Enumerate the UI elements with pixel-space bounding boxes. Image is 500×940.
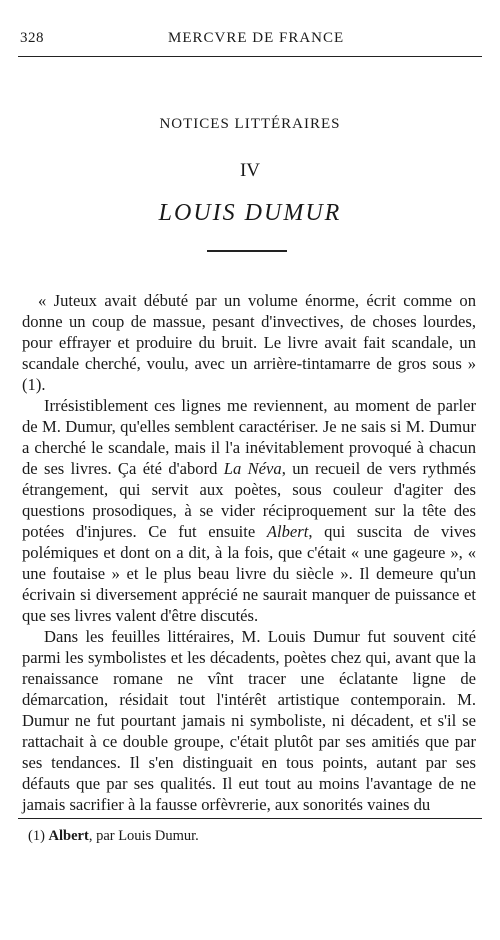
paragraph-text: Irrésistiblement ces lignes me reviennent, au moment de parler de M. Dumur, qu'elles semblent caractériser. Je ne sais si M. Dumur a cherché le scandale, mais il l'a inévitablement provoqué à chacun de ses livres. Ça été d'abord — [22, 396, 476, 478]
paragraph-text: , qui suscita de vives polémiques et dont on a dit, à la fois, que c'était « une gageure », « une foutaise » et le plus beau livre du siècle ». Il demeure qu'un écrivain si diversement apprécié ne saurait manquer de puissance et que ses livres valent d'être discutés. — [22, 522, 476, 625]
header-rule — [18, 56, 482, 57]
running-head — [20, 30, 482, 52]
footnote-marker: (1) — [28, 828, 45, 844]
paragraph — [22, 395, 476, 626]
page-number: 328 — [20, 30, 44, 46]
footnote — [28, 828, 199, 845]
book-title: Albert — [266, 522, 309, 541]
book-title: La Néva — [223, 459, 282, 478]
footnote-rule — [18, 818, 482, 819]
paragraph-text: « Juteux avait débuté par un volume énorme, écrit comme on donne un coup de massue, pesant d'invectives, de choses lourdes, pour effrayer et produire du bruit. Le livre avait fait scandale, un scandale cherché, voulu, avec un arrière-tintamarre de gros sous » (1). — [22, 291, 476, 394]
paragraph — [22, 626, 476, 815]
body-text — [22, 290, 476, 815]
paragraph — [22, 290, 476, 395]
section-title: NOTICES LITTÉRAIRES — [159, 116, 341, 132]
footnote-title: Albert — [48, 828, 89, 844]
footnote-rest: , par Louis Dumur. — [88, 828, 199, 844]
paragraph-text: Dans les feuilles littéraires, M. Louis Dumur fut souvent cité parmi les symbolistes et les décadents, poètes chez qui, avant que la renaissance romane ne vînt tracer une éclatante ligne de démarcation, résidait tout l'intérêt artistique contemporain. M. Dumur ne fut pourtant jamais ni symboliste, ni décadent, et s'il se rattachait à ce double groupe, c'était plutôt par ses amitiés que par ses tendances. Il s'en distinguait en tous points, autant par ses défauts que par ses qualités. Il eut tout au moins l'avantage de ne jamais sacrifier à la fausse orfèvrerie, aux sonorités vaines du — [22, 627, 476, 814]
article-title: LOUIS DUMUR — [158, 200, 342, 226]
running-title: MERCVRE DE FRANCE — [168, 30, 345, 46]
paragraph-text: , un recueil de vers rythmés étrangement, qui servit aux poètes, sous couleur d'agiter des questions prosodiques, à se vider réciproquement sur la tête des potées d'injures. Ce fut ensuite — [22, 459, 476, 541]
section-numeral: IV — [239, 160, 261, 181]
title-rule — [207, 250, 287, 252]
